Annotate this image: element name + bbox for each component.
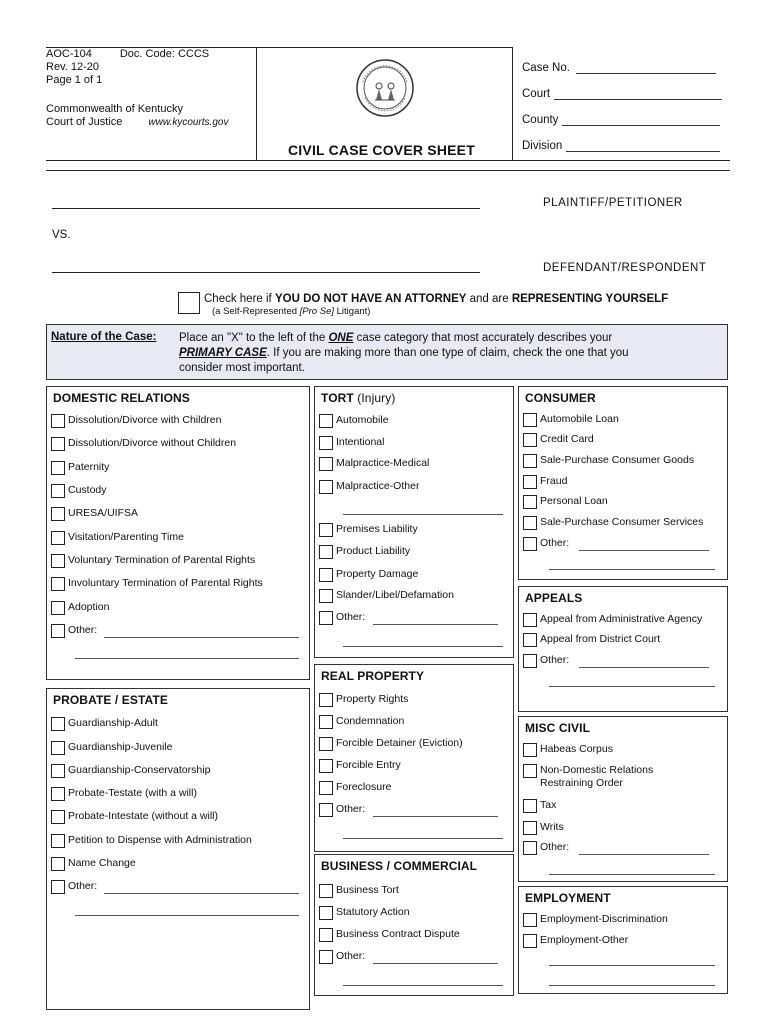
self-represented-checkbox[interactable] xyxy=(178,292,200,314)
nature-label: Nature of the Case: xyxy=(51,331,157,343)
checkbox[interactable] xyxy=(51,484,65,498)
checkbox[interactable] xyxy=(319,737,333,751)
option-dispense-administration[interactable]: Petition to Dispense with Administration xyxy=(51,834,252,848)
option-habeas-corpus[interactable]: Habeas Corpus xyxy=(523,743,613,757)
checkbox[interactable] xyxy=(319,457,333,471)
option-property-rights[interactable]: Property Rights xyxy=(319,693,408,707)
checkbox[interactable] xyxy=(51,414,65,428)
tort-other-line-1[interactable] xyxy=(373,624,498,625)
option-appeal-district[interactable]: Appeal from District Court xyxy=(523,633,660,647)
checkbox[interactable] xyxy=(523,821,537,835)
checkbox[interactable] xyxy=(523,799,537,813)
checkbox[interactable] xyxy=(51,787,65,801)
business-other-line-1[interactable] xyxy=(373,963,498,964)
real-other-line-2[interactable] xyxy=(343,838,503,839)
option-misc-other[interactable]: Other: xyxy=(523,841,569,855)
checkbox[interactable] xyxy=(319,803,333,817)
option-custody[interactable]: Custody xyxy=(51,484,107,498)
option-statutory-action[interactable]: Statutory Action xyxy=(319,906,410,920)
checkbox[interactable] xyxy=(523,433,537,447)
option-business-contract[interactable]: Business Contract Dispute xyxy=(319,928,460,942)
option-automobile[interactable]: Automobile xyxy=(319,414,389,428)
checkbox[interactable] xyxy=(51,531,65,545)
employment-line-2[interactable] xyxy=(549,985,715,986)
checkbox[interactable] xyxy=(319,950,333,964)
checkbox[interactable] xyxy=(51,507,65,521)
section-title: EMPLOYMENT xyxy=(525,891,611,905)
option-business-other[interactable]: Other: xyxy=(319,950,365,964)
page-number: Page 1 of 1 xyxy=(46,74,103,86)
option-guardianship-juvenile[interactable]: Guardianship-Juvenile xyxy=(51,741,172,755)
checkbox[interactable] xyxy=(319,436,333,450)
checkbox[interactable] xyxy=(523,613,537,627)
checkbox[interactable] xyxy=(319,928,333,942)
checkbox[interactable] xyxy=(51,437,65,451)
plaintiff-line[interactable] xyxy=(52,208,480,209)
option-dissolution-with-children[interactable]: Dissolution/Divorce with Children xyxy=(51,414,221,428)
real-other-line-1[interactable] xyxy=(373,816,498,817)
kentucky-seal-logo xyxy=(355,58,415,118)
nature-instructions: Place an "X" to the left of the ONE case category that most accurately describes your PRIMARY CASE. If you are making more than one type of claim, check the one that you consider most important. xyxy=(179,332,629,374)
domestic-other-line-2[interactable] xyxy=(75,658,299,659)
option-sale-purchase-services[interactable]: Sale-Purchase Consumer Services xyxy=(523,516,703,530)
option-involuntary-termination[interactable]: Involuntary Termination of Parental Rights xyxy=(51,577,263,591)
option-appeals-other[interactable]: Other: xyxy=(523,654,569,668)
option-credit-card[interactable]: Credit Card xyxy=(523,433,594,447)
checkbox[interactable] xyxy=(523,913,537,927)
option-condemnation[interactable]: Condemnation xyxy=(319,715,404,729)
self-represented-subtext: (a Self-Represented [Pro Se] Litigant) xyxy=(212,306,371,317)
option-foreclosure[interactable]: Foreclosure xyxy=(319,781,391,795)
domestic-other-line-1[interactable] xyxy=(104,637,299,638)
employment-section xyxy=(518,886,728,994)
consumer-other-line-2[interactable] xyxy=(549,569,715,570)
checkbox[interactable] xyxy=(523,475,537,489)
option-appeal-administrative[interactable]: Appeal from Administrative Agency xyxy=(523,613,702,627)
checkbox[interactable] xyxy=(319,414,333,428)
appeals-other-line-2[interactable] xyxy=(549,686,715,687)
option-probate-intestate[interactable]: Probate-Intestate (without a will) xyxy=(51,810,218,824)
checkbox[interactable] xyxy=(319,568,333,582)
checkbox[interactable] xyxy=(51,554,65,568)
option-employment-discrimination[interactable]: Employment-Discrimination xyxy=(523,913,668,927)
probate-other-line-2[interactable] xyxy=(75,915,299,916)
checkbox[interactable] xyxy=(51,810,65,824)
option-voluntary-termination[interactable]: Voluntary Termination of Parental Rights xyxy=(51,554,255,568)
option-malpractice-medical[interactable]: Malpractice-Medical xyxy=(319,457,429,471)
website: www.kycourts.gov xyxy=(148,117,229,128)
form-id: AOC-104 xyxy=(46,48,92,60)
checkbox[interactable] xyxy=(319,611,333,625)
option-real-other[interactable]: Other: xyxy=(319,803,365,817)
option-automobile-loan[interactable]: Automobile Loan xyxy=(523,413,619,427)
misc-other-line-1[interactable] xyxy=(579,854,709,855)
option-name-change[interactable]: Name Change xyxy=(51,857,136,871)
court-of-justice: Court of Justice xyxy=(46,116,123,128)
vs-label: VS. xyxy=(52,229,71,241)
checkbox[interactable] xyxy=(319,884,333,898)
commonwealth: Commonwealth of Kentucky xyxy=(46,103,183,115)
option-tax[interactable]: Tax xyxy=(523,799,556,813)
checkbox[interactable] xyxy=(51,461,65,475)
defendant-line[interactable] xyxy=(52,272,480,273)
employment-line-1[interactable] xyxy=(549,965,715,966)
checkbox[interactable] xyxy=(51,624,65,638)
section-title: REAL PROPERTY xyxy=(321,669,425,683)
business-commercial-section xyxy=(314,854,514,996)
misc-civil-section xyxy=(518,716,728,882)
option-visitation[interactable]: Visitation/Parenting Time xyxy=(51,531,184,545)
checkbox[interactable] xyxy=(523,413,537,427)
section-title: APPEALS xyxy=(525,591,583,605)
tort-other-line-2[interactable] xyxy=(343,646,503,647)
option-premises-liability[interactable]: Premises Liability xyxy=(319,523,418,537)
checkbox[interactable] xyxy=(319,906,333,920)
appeals-other-line-1[interactable] xyxy=(579,667,709,668)
option-dissolution-without-children[interactable]: Dissolution/Divorce without Children xyxy=(51,437,236,451)
option-uresa[interactable]: URESA/UIFSA xyxy=(51,507,138,521)
option-guardianship-conservatorship[interactable]: Guardianship-Conservatorship xyxy=(51,764,210,778)
page-title: CIVIL CASE COVER SHEET xyxy=(288,142,475,158)
option-slander-libel[interactable]: Slander/Libel/Defamation xyxy=(319,589,454,603)
checkbox[interactable] xyxy=(523,743,537,757)
checkbox[interactable] xyxy=(523,934,537,948)
checkbox[interactable] xyxy=(319,781,333,795)
option-employment-other[interactable]: Employment-Other xyxy=(523,934,628,948)
option-non-domestic-restraining[interactable]: Non-Domestic Relations Restraining Order xyxy=(523,764,653,790)
option-consumer-other[interactable]: Other: xyxy=(523,537,569,551)
checkbox[interactable] xyxy=(319,589,333,603)
appeals-section xyxy=(518,586,728,712)
nature-of-case-panel xyxy=(46,324,728,380)
checkbox[interactable] xyxy=(523,841,537,855)
business-other-line-2[interactable] xyxy=(343,985,503,986)
checkbox[interactable] xyxy=(523,537,537,551)
checkbox[interactable] xyxy=(51,834,65,848)
section-title: MISC CIVIL xyxy=(525,721,591,735)
option-guardianship-adult[interactable]: Guardianship-Adult xyxy=(51,717,158,731)
option-domestic-other[interactable]: Other: xyxy=(51,624,97,638)
checkbox[interactable] xyxy=(523,495,537,509)
section-title: BUSINESS / COMMERCIAL xyxy=(321,859,478,873)
section-title: PROBATE / ESTATE xyxy=(53,693,168,707)
case-number-field[interactable]: Case No. xyxy=(522,62,716,74)
checkbox[interactable] xyxy=(51,857,65,871)
checkbox[interactable] xyxy=(523,764,537,778)
checkbox[interactable] xyxy=(319,480,333,494)
consumer-other-line-1[interactable] xyxy=(579,550,709,551)
real-property-section xyxy=(314,664,514,852)
checkbox[interactable] xyxy=(51,741,65,755)
option-tort-other[interactable]: Other: xyxy=(319,611,365,625)
checkbox[interactable] xyxy=(51,764,65,778)
checkbox[interactable] xyxy=(319,545,333,559)
option-sale-purchase-goods[interactable]: Sale-Purchase Consumer Goods xyxy=(523,454,694,468)
division-field[interactable]: Division xyxy=(522,140,720,152)
header-left xyxy=(46,48,254,159)
checkbox[interactable] xyxy=(523,633,537,647)
option-forcible-entry[interactable]: Forcible Entry xyxy=(319,759,401,773)
option-adoption[interactable]: Adoption xyxy=(51,601,109,615)
checkbox[interactable] xyxy=(319,523,333,537)
option-writs[interactable]: Writs xyxy=(523,821,564,835)
checkbox[interactable] xyxy=(51,577,65,591)
domestic-relations-section xyxy=(46,386,310,680)
doc-code: Doc. Code: CCCS xyxy=(119,48,210,60)
county-field[interactable]: County xyxy=(522,114,720,126)
section-title: TORT (Injury) xyxy=(321,391,396,405)
option-malpractice-other[interactable]: Malpractice-Other xyxy=(319,480,419,494)
checkbox[interactable] xyxy=(51,717,65,731)
checkbox[interactable] xyxy=(319,715,333,729)
probate-other-line-1[interactable] xyxy=(104,893,299,894)
malpractice-other-line[interactable] xyxy=(343,514,503,515)
option-forcible-detainer[interactable]: Forcible Detainer (Eviction) xyxy=(319,737,463,751)
checkbox[interactable] xyxy=(51,601,65,615)
option-business-tort[interactable]: Business Tort xyxy=(319,884,399,898)
option-property-damage[interactable]: Property Damage xyxy=(319,568,418,582)
probate-estate-section xyxy=(46,688,310,1010)
checkbox[interactable] xyxy=(319,693,333,707)
revision: Rev. 12-20 xyxy=(46,61,99,73)
court-field[interactable]: Court xyxy=(522,88,722,100)
checkbox[interactable] xyxy=(523,654,537,668)
checkbox[interactable] xyxy=(523,454,537,468)
option-product-liability[interactable]: Product Liability xyxy=(319,545,410,559)
defendant-label: DEFENDANT/RESPONDENT xyxy=(543,262,707,274)
option-fraud[interactable]: Fraud xyxy=(523,475,567,489)
checkbox[interactable] xyxy=(319,759,333,773)
section-title: DOMESTIC RELATIONS xyxy=(53,391,190,405)
checkbox[interactable] xyxy=(51,880,65,894)
plaintiff-label: PLAINTIFF/PETITIONER xyxy=(543,197,683,209)
consumer-section xyxy=(518,386,728,580)
self-represented-text: Check here if YOU DO NOT HAVE AN ATTORNEY and are REPRESENTING YOURSELF xyxy=(204,293,669,305)
option-probate-other[interactable]: Other: xyxy=(51,880,97,894)
option-personal-loan[interactable]: Personal Loan xyxy=(523,495,608,509)
option-intentional[interactable]: Intentional xyxy=(319,436,384,450)
option-paternity[interactable]: Paternity xyxy=(51,461,109,475)
tort-section xyxy=(314,386,514,658)
section-title: CONSUMER xyxy=(525,391,596,405)
misc-other-line-2[interactable] xyxy=(549,874,715,875)
checkbox[interactable] xyxy=(523,516,537,530)
option-probate-testate[interactable]: Probate-Testate (with a will) xyxy=(51,787,197,801)
